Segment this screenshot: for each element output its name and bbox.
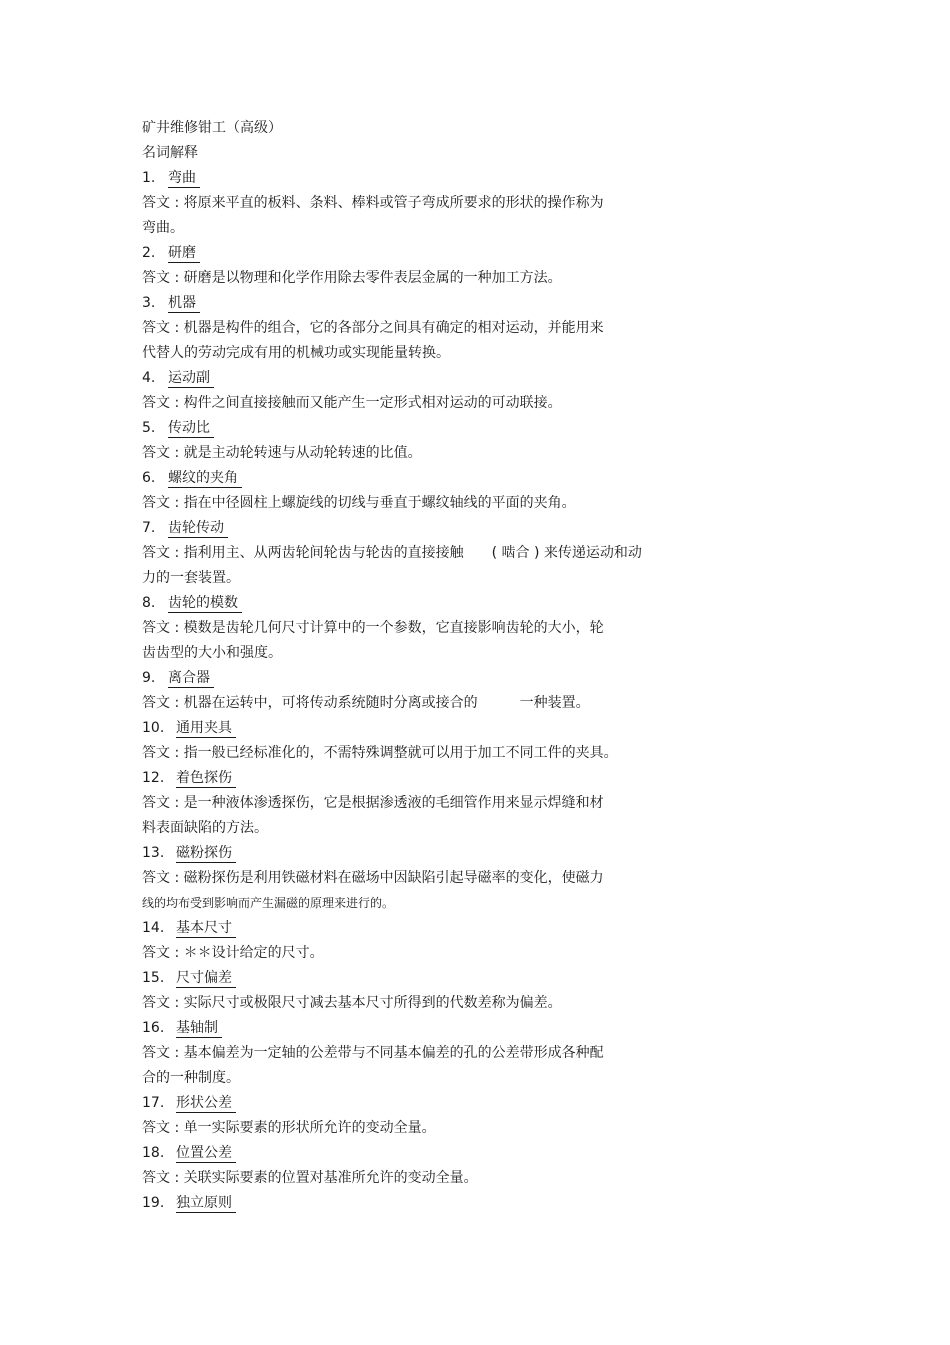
term-label: 尺寸偏差 bbox=[176, 970, 236, 988]
answer-text: 齿齿型的大小和强度。 bbox=[142, 645, 282, 661]
answer-text: 机器是构件的组合，它的各部分之间具有确定的相对运动，并能用来 bbox=[183, 320, 604, 336]
answer-prefix: 答文 : bbox=[142, 695, 184, 711]
answer-text: 料表面缺陷的方法。 bbox=[142, 820, 268, 836]
term-heading bbox=[142, 766, 702, 791]
term-heading bbox=[142, 516, 702, 541]
term-number: 8. bbox=[142, 595, 156, 611]
term-number: 9. bbox=[142, 670, 156, 686]
term-number: 17. bbox=[142, 1095, 165, 1111]
answer-line bbox=[142, 741, 702, 766]
answer-prefix: 答文 : bbox=[142, 195, 184, 211]
term-heading bbox=[142, 1016, 702, 1041]
answer-prefix: 答文 : bbox=[142, 270, 184, 286]
answer-prefix: 答文 : bbox=[142, 1120, 184, 1136]
term-label: 齿轮传动 bbox=[168, 520, 228, 538]
answer-line bbox=[142, 991, 702, 1016]
term-label: 研磨 bbox=[168, 245, 200, 263]
term-label: 运动副 bbox=[168, 370, 214, 388]
answer-line bbox=[142, 816, 702, 841]
answer-line bbox=[142, 616, 702, 641]
answer-prefix: 答文 : bbox=[142, 1045, 184, 1061]
answer-line bbox=[142, 891, 702, 916]
term-label: 机器 bbox=[168, 295, 200, 313]
term-heading bbox=[142, 466, 702, 491]
answer-text: 线的均布受到影响而产生漏磁的原理来进行的。 bbox=[142, 896, 395, 910]
answer-text: 合的一种制度。 bbox=[142, 1070, 240, 1086]
answer-line bbox=[142, 1116, 702, 1141]
term-number: 16. bbox=[142, 1020, 165, 1036]
term-label: 着色探伤 bbox=[176, 770, 236, 788]
term-heading bbox=[142, 841, 702, 866]
term-number: 14. bbox=[142, 920, 165, 936]
term-heading bbox=[142, 916, 702, 941]
term-label: 基本尺寸 bbox=[176, 920, 236, 938]
term-label: 位置公差 bbox=[176, 1145, 236, 1163]
answer-line bbox=[142, 216, 702, 241]
term-heading bbox=[142, 1191, 702, 1216]
term-label: 磁粉探伤 bbox=[176, 845, 236, 863]
answer-line bbox=[142, 1041, 702, 1066]
answer-text: 单一实际要素的形状所允许的变动全量。 bbox=[183, 1120, 436, 1136]
answer-line bbox=[142, 791, 702, 816]
term-heading bbox=[142, 591, 702, 616]
section-heading: 名词解释 bbox=[142, 145, 198, 161]
answer-line bbox=[142, 341, 702, 366]
term-label: 形状公差 bbox=[176, 1095, 236, 1113]
term-heading bbox=[142, 966, 702, 991]
term-number: 7. bbox=[142, 520, 156, 536]
term-label: 齿轮的模数 bbox=[168, 595, 242, 613]
term-number: 19. bbox=[142, 1195, 165, 1211]
answer-prefix: 答文 : bbox=[142, 395, 184, 411]
answer-text: 关联实际要素的位置对基准所允许的变动全量。 bbox=[183, 1170, 478, 1186]
document-title: 矿井维修钳工（高级） bbox=[142, 120, 282, 136]
term-number: 5. bbox=[142, 420, 156, 436]
answer-text: 模数是齿轮几何尺寸计算中的一个参数，它直接影响齿轮的大小，轮 bbox=[183, 620, 604, 636]
answer-text: 机器在运转中，可将传动系统随时分离或接合的 一种装置。 bbox=[183, 695, 590, 711]
document-page bbox=[142, 116, 702, 1216]
answer-text: 指利用主、从两齿轮间轮齿与轮齿的直接接触 ( 啮合 ) 来传递运动和动 bbox=[183, 545, 642, 561]
term-number: 12. bbox=[142, 770, 165, 786]
answer-line bbox=[142, 1066, 702, 1091]
answer-prefix: 答文 : bbox=[142, 545, 184, 561]
term-label: 离合器 bbox=[168, 670, 214, 688]
answer-prefix: 答文 : bbox=[142, 745, 184, 761]
answer-text: 是一种液体渗透探伤，它是根据渗透液的毛细管作用来显示焊缝和材 bbox=[183, 795, 604, 811]
term-heading bbox=[142, 416, 702, 441]
term-heading bbox=[142, 366, 702, 391]
answer-text: 指一般已经标准化的，不需特殊调整就可以用于加工不同工件的夹具。 bbox=[183, 745, 618, 761]
answer-line bbox=[142, 441, 702, 466]
answer-text: 将原来平直的板料、条料、棒料或管子弯成所要求的形状的操作称为 bbox=[183, 195, 604, 211]
answer-line bbox=[142, 191, 702, 216]
term-heading bbox=[142, 666, 702, 691]
term-heading bbox=[142, 1141, 702, 1166]
term-label: 弯曲 bbox=[168, 170, 200, 188]
answer-text: 构件之间直接接触而又能产生一定形式相对运动的可动联接。 bbox=[183, 395, 562, 411]
term-number: 1. bbox=[142, 170, 156, 186]
term-label: 传动比 bbox=[168, 420, 214, 438]
answer-text: 磁粉探伤是利用铁磁材料在磁场中因缺陷引起导磁率的变化，使磁力 bbox=[183, 870, 604, 886]
answer-line bbox=[142, 1166, 702, 1191]
term-heading bbox=[142, 291, 702, 316]
answer-text: 就是主动轮转速与从动轮转速的比值。 bbox=[183, 445, 422, 461]
term-list bbox=[142, 166, 702, 1216]
term-number: 4. bbox=[142, 370, 156, 386]
answer-line bbox=[142, 566, 702, 591]
term-label: 基轴制 bbox=[176, 1020, 222, 1038]
answer-line bbox=[142, 316, 702, 341]
term-number: 18. bbox=[142, 1145, 165, 1161]
term-number: 6. bbox=[142, 470, 156, 486]
answer-prefix: 答文 : bbox=[142, 995, 184, 1011]
term-heading bbox=[142, 166, 702, 191]
term-heading bbox=[142, 716, 702, 741]
answer-text: 力的一套装置。 bbox=[142, 570, 240, 586]
term-number: 10. bbox=[142, 720, 165, 736]
answer-prefix: 答文 : bbox=[142, 495, 184, 511]
answer-prefix: 答文 : bbox=[142, 1170, 184, 1186]
answer-line bbox=[142, 691, 702, 716]
term-label: 独立原则 bbox=[176, 1195, 236, 1213]
answer-line bbox=[142, 641, 702, 666]
answer-prefix: 答文 : bbox=[142, 945, 184, 961]
answer-line bbox=[142, 541, 702, 566]
answer-text: 研磨是以物理和化学作用除去零件表层金属的一种加工方法。 bbox=[183, 270, 562, 286]
term-label: 螺纹的夹角 bbox=[168, 470, 242, 488]
answer-prefix: 答文 : bbox=[142, 870, 184, 886]
answer-text: ＊＊设计给定的尺寸。 bbox=[183, 945, 324, 961]
term-label: 通用夹具 bbox=[176, 720, 236, 738]
term-heading bbox=[142, 1091, 702, 1116]
answer-line bbox=[142, 266, 702, 291]
answer-text: 指在中径圆柱上螺旋线的切线与垂直于螺纹轴线的平面的夹角。 bbox=[183, 495, 576, 511]
term-heading bbox=[142, 241, 702, 266]
answer-text: 基本偏差为一定轴的公差带与不同基本偏差的孔的公差带形成各种配 bbox=[183, 1045, 604, 1061]
answer-prefix: 答文 : bbox=[142, 795, 184, 811]
answer-text: 代替人的劳动完成有用的机械功或实现能量转换。 bbox=[142, 345, 450, 361]
term-number: 2. bbox=[142, 245, 156, 261]
answer-line bbox=[142, 941, 702, 966]
answer-line bbox=[142, 491, 702, 516]
answer-prefix: 答文 : bbox=[142, 320, 184, 336]
answer-line bbox=[142, 866, 702, 891]
answer-text: 弯曲。 bbox=[142, 220, 184, 236]
answer-text: 实际尺寸或极限尺寸减去基本尺寸所得到的代数差称为偏差。 bbox=[183, 995, 562, 1011]
term-number: 15. bbox=[142, 970, 165, 986]
answer-line bbox=[142, 391, 702, 416]
answer-prefix: 答文 : bbox=[142, 620, 184, 636]
answer-prefix: 答文 : bbox=[142, 445, 184, 461]
term-number: 3. bbox=[142, 295, 156, 311]
term-number: 13. bbox=[142, 845, 165, 861]
